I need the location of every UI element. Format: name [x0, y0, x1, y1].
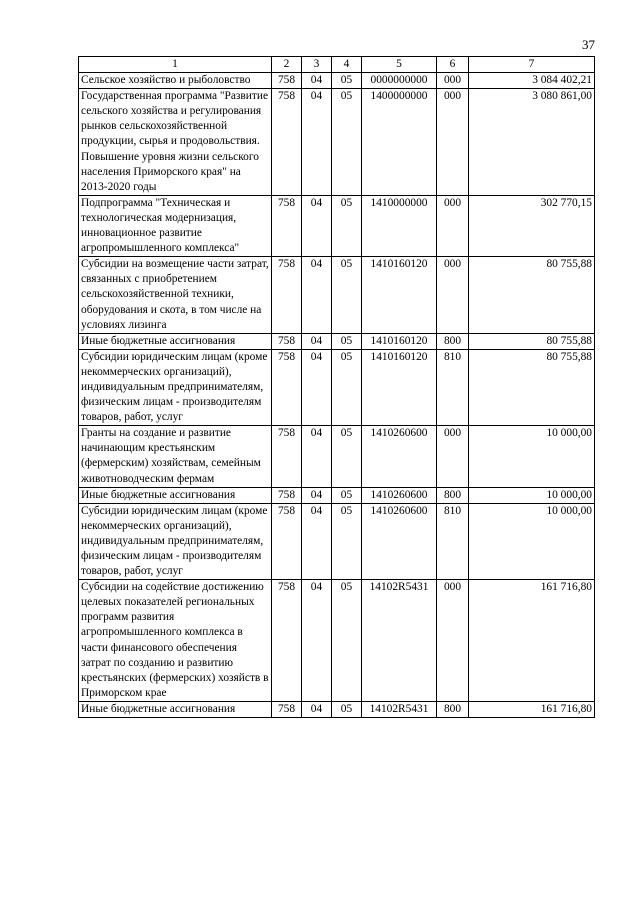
expense-type-code: 800: [437, 701, 469, 717]
section-code: 04: [302, 487, 332, 503]
section-code: 04: [302, 503, 332, 579]
column-header-1: 1: [79, 57, 272, 73]
expense-type-code: 000: [437, 89, 469, 196]
item-name: Сельское хозяйство и рыболовство: [79, 73, 272, 89]
target-article-code: 1410160120: [362, 257, 437, 333]
target-article-code: 1410160120: [362, 333, 437, 349]
item-name: Гранты на создание и развитие начинающим крестьянским (фермерским) хозяйствам, семейным животноводческим фермам: [79, 426, 272, 487]
item-name: Иные бюджетные ассигнования: [79, 701, 272, 717]
ministry-code: 758: [272, 426, 302, 487]
ministry-code: 758: [272, 580, 302, 702]
table-row: [79, 333, 595, 349]
ministry-code: 758: [272, 487, 302, 503]
amount: 3 080 861,00: [469, 89, 595, 196]
item-name: Субсидии на возмещение части затрат, связанных с приобретением сельскохозяйственной техники, оборудования и скота, в том числе на условиях лизинга: [79, 257, 272, 333]
column-header-7: 7: [469, 57, 595, 73]
section-code: 04: [302, 333, 332, 349]
ministry-code: 758: [272, 195, 302, 256]
expense-type-code: 000: [437, 580, 469, 702]
section-code: 04: [302, 195, 332, 256]
target-article-code: 1410000000: [362, 195, 437, 256]
ministry-code: 758: [272, 89, 302, 196]
target-article-code: 14102R5431: [362, 701, 437, 717]
amount: 3 084 402,21: [469, 73, 595, 89]
column-header-4: 4: [332, 57, 362, 73]
target-article-code: 0000000000: [362, 73, 437, 89]
section-code: 04: [302, 349, 332, 425]
target-article-code: 14102R5431: [362, 580, 437, 702]
subsection-code: 05: [332, 701, 362, 717]
amount: 10 000,00: [469, 426, 595, 487]
amount: 80 755,88: [469, 349, 595, 425]
table-row: [79, 257, 595, 333]
amount: 161 716,80: [469, 580, 595, 702]
table-row: [79, 503, 595, 579]
column-header-3: 3: [302, 57, 332, 73]
ministry-code: 758: [272, 503, 302, 579]
ministry-code: 758: [272, 349, 302, 425]
expense-type-code: 000: [437, 257, 469, 333]
amount: 302 770,15: [469, 195, 595, 256]
expense-type-code: 810: [437, 349, 469, 425]
target-article-code: 1410260600: [362, 426, 437, 487]
column-header-6: 6: [437, 57, 469, 73]
table-row: [79, 195, 595, 256]
item-name: Субсидии юридическим лицам (кроме некоммерческих организаций), индивидуальным предпринимателям, физическим лицам - производителям товаров, работ, услуг: [79, 503, 272, 579]
ministry-code: 758: [272, 701, 302, 717]
budget-table: [78, 56, 595, 718]
amount: 161 716,80: [469, 701, 595, 717]
column-header-2: 2: [272, 57, 302, 73]
subsection-code: 05: [332, 195, 362, 256]
section-code: 04: [302, 257, 332, 333]
expense-type-code: 000: [437, 426, 469, 487]
page-number: 37: [582, 37, 595, 52]
subsection-code: 05: [332, 257, 362, 333]
subsection-code: 05: [332, 580, 362, 702]
ministry-code: 758: [272, 257, 302, 333]
target-article-code: 1410160120: [362, 349, 437, 425]
table-header-row: [79, 57, 595, 73]
column-header-5: 5: [362, 57, 437, 73]
ministry-code: 758: [272, 73, 302, 89]
section-code: 04: [302, 701, 332, 717]
ministry-code: 758: [272, 333, 302, 349]
table-row: [79, 426, 595, 487]
section-code: 04: [302, 73, 332, 89]
item-name: Подпрограмма "Техническая и технологическая модернизация, инновационное развитие агропромышленного комплекса": [79, 195, 272, 256]
item-name: Государственная программа "Развитие сельского хозяйства и регулирования рынков сельскохозяйственной продукции, сырья и продовольствия. Повышение уровня жизни сельского населения Приморского края" на 2013-2020 годы: [79, 89, 272, 196]
section-code: 04: [302, 580, 332, 702]
subsection-code: 05: [332, 487, 362, 503]
section-code: 04: [302, 89, 332, 196]
table-row: [79, 89, 595, 196]
item-name: Субсидии на содействие достижению целевых показателей региональных программ развития агропромышленного комплекса в части финансового обеспечения затрат по созданию и развитию крестьянских (фермерских) хозяйств в Приморском крае: [79, 580, 272, 702]
table-row: [79, 580, 595, 702]
subsection-code: 05: [332, 333, 362, 349]
table-row: [79, 487, 595, 503]
amount: 80 755,88: [469, 257, 595, 333]
table-row: [79, 73, 595, 89]
subsection-code: 05: [332, 73, 362, 89]
expense-type-code: 800: [437, 487, 469, 503]
item-name: Иные бюджетные ассигнования: [79, 333, 272, 349]
target-article-code: 1400000000: [362, 89, 437, 196]
expense-type-code: 810: [437, 503, 469, 579]
item-name: Иные бюджетные ассигнования: [79, 487, 272, 503]
target-article-code: 1410260600: [362, 503, 437, 579]
subsection-code: 05: [332, 503, 362, 579]
target-article-code: 1410260600: [362, 487, 437, 503]
subsection-code: 05: [332, 426, 362, 487]
subsection-code: 05: [332, 89, 362, 196]
amount: 10 000,00: [469, 503, 595, 579]
expense-type-code: 000: [437, 73, 469, 89]
item-name: Субсидии юридическим лицам (кроме некоммерческих организаций), индивидуальным предпринимателям, физическим лицам - производителям товаров, работ, услуг: [79, 349, 272, 425]
amount: 80 755,88: [469, 333, 595, 349]
subsection-code: 05: [332, 349, 362, 425]
expense-type-code: 000: [437, 195, 469, 256]
section-code: 04: [302, 426, 332, 487]
table-row: [79, 701, 595, 717]
expense-type-code: 800: [437, 333, 469, 349]
table-row: [79, 349, 595, 425]
amount: 10 000,00: [469, 487, 595, 503]
